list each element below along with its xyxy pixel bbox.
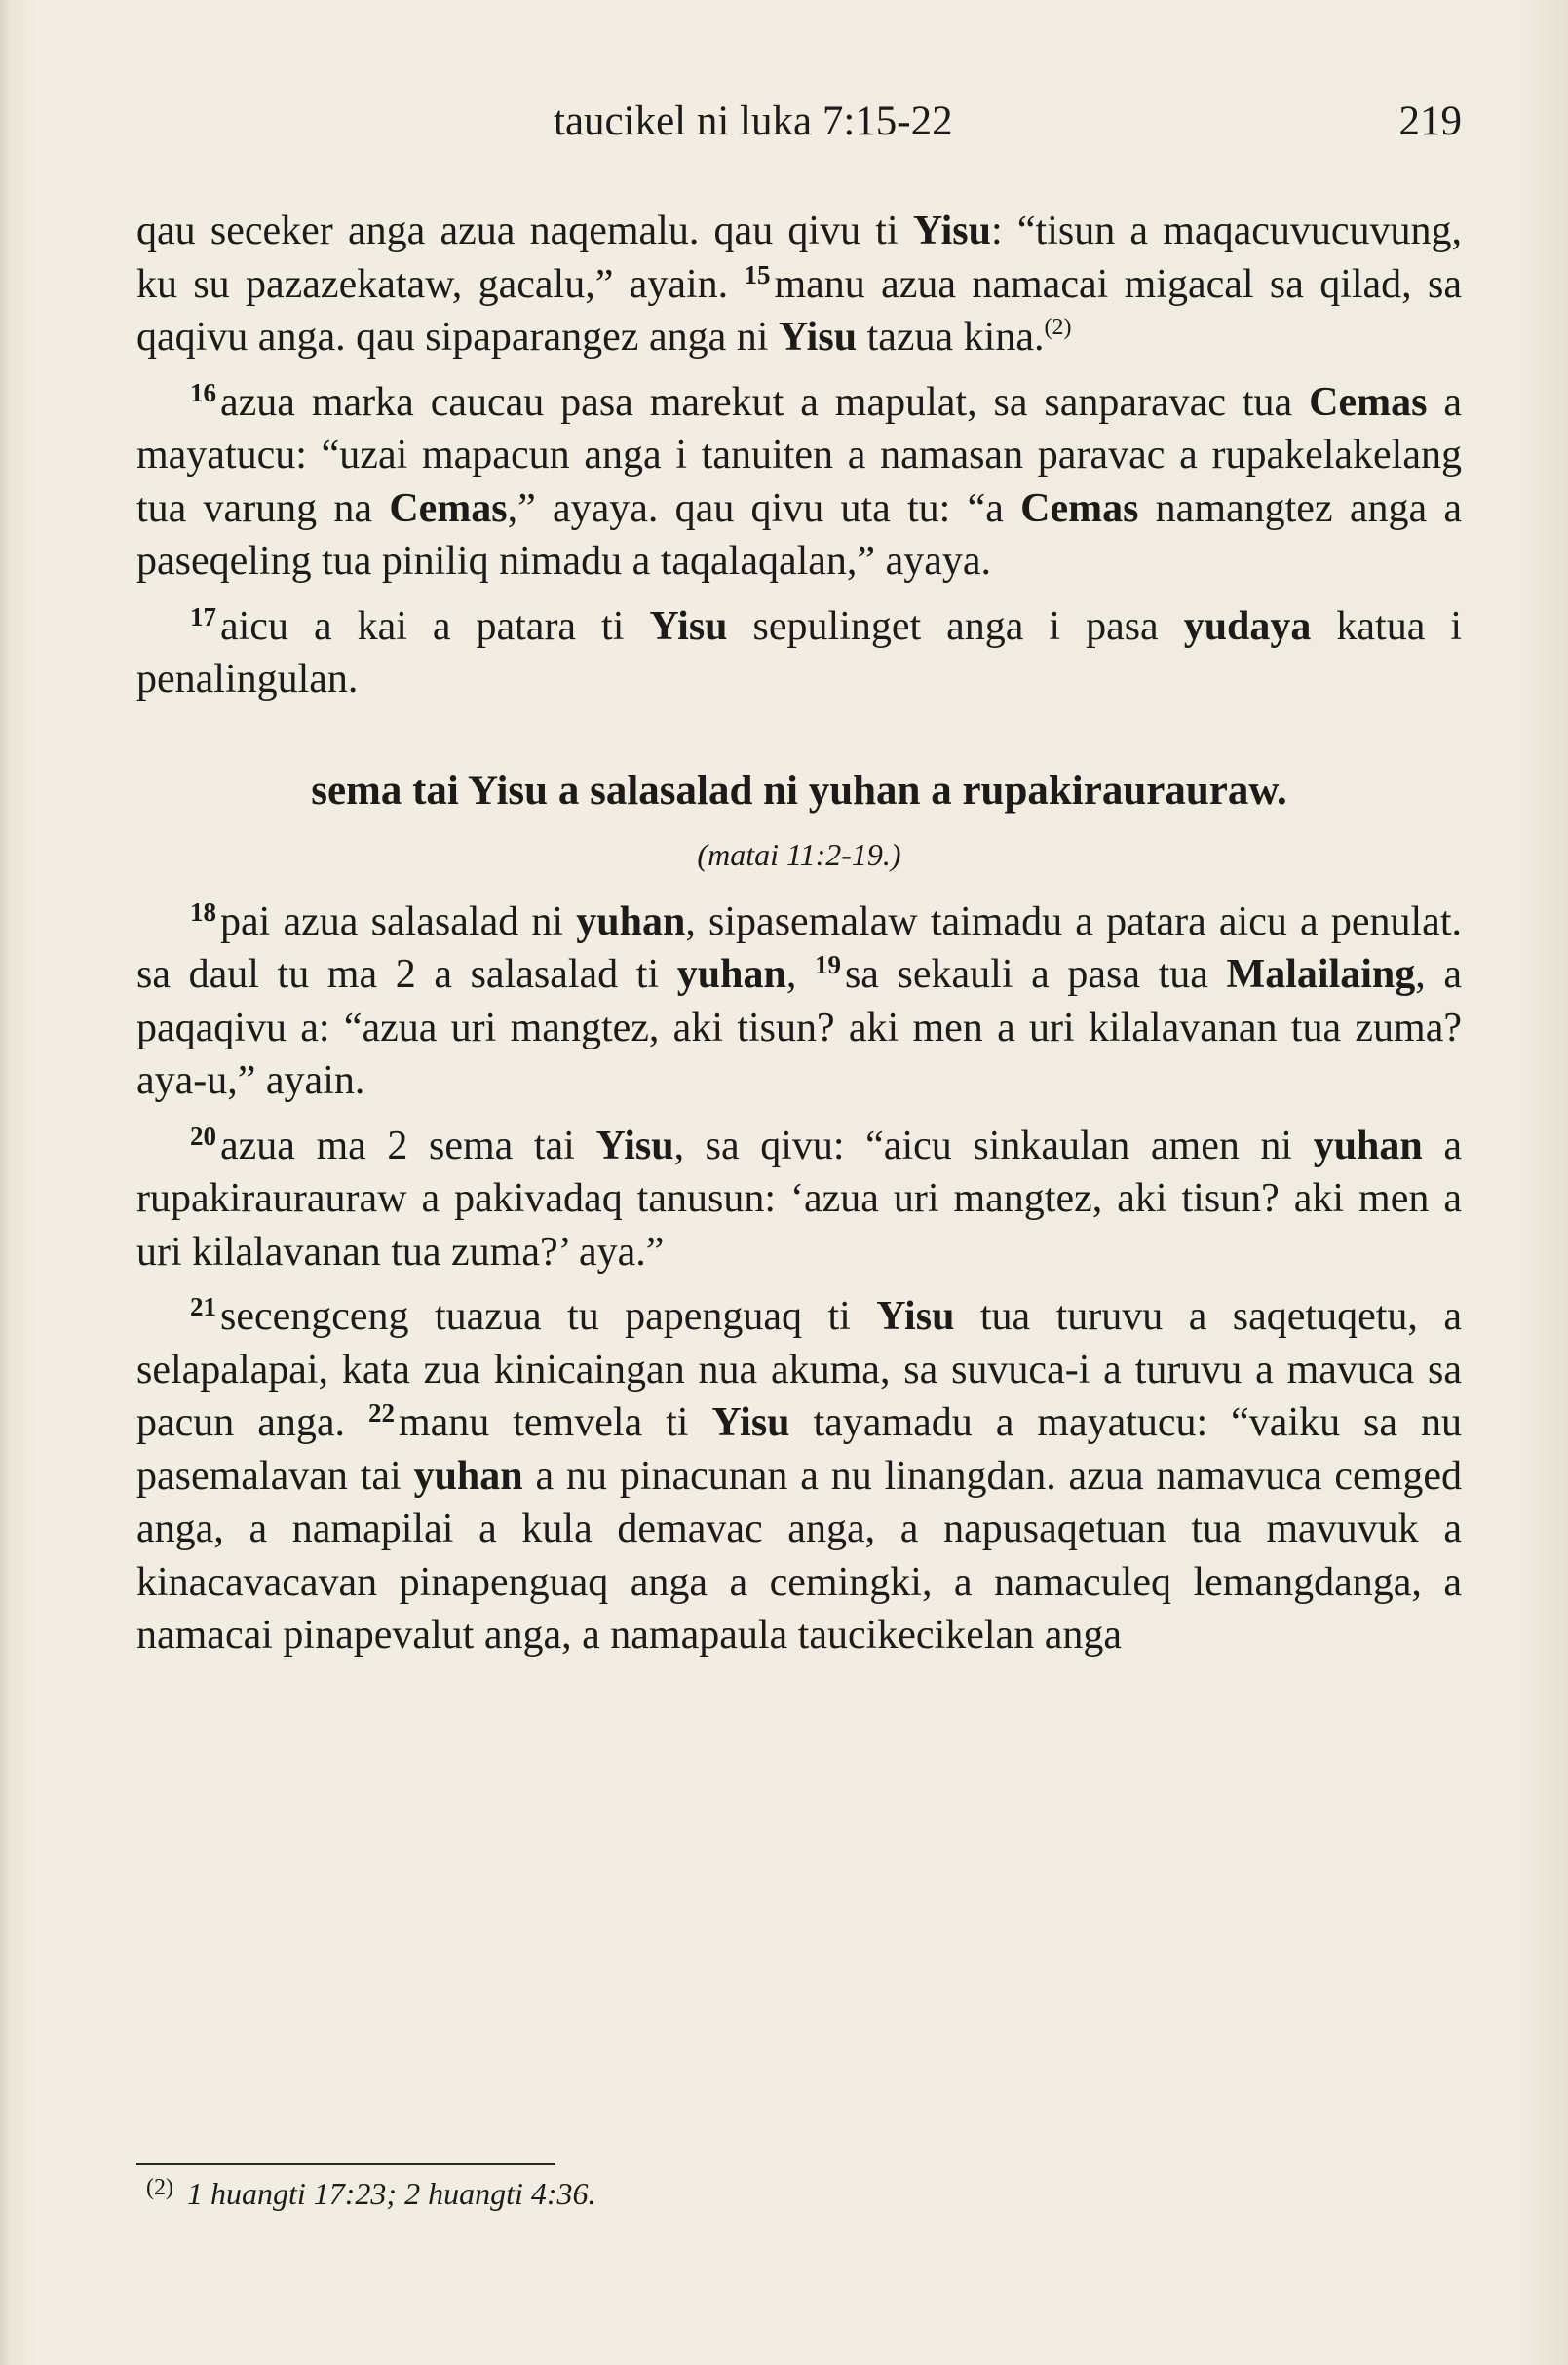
- bold-name: Yisu: [912, 209, 991, 253]
- text-run: manu temvela ti: [398, 1400, 712, 1445]
- verse-number: 20: [190, 1121, 216, 1151]
- text-run: aicu a kai a patara ti: [220, 603, 650, 649]
- paragraph: [136, 1290, 1462, 1662]
- text-run: azua ma 2 sema tai: [220, 1123, 596, 1168]
- text-run: tua turuvu a saqetuqetu, a selapalapai, kata zua kinicaingan nua akuma, sa suvuca-i a turuvu a mavuca sa pacun anga.: [136, 1294, 1462, 1445]
- bold-name: yudaya: [1183, 603, 1312, 649]
- page-header: [136, 97, 1462, 156]
- text-run: a rupakiraurauraw a pakivadaq tanusun: ‘azua uri mangtez, aki tisun? aki men a uri kilalavanan tua zuma?’ aya.”: [136, 1123, 1462, 1275]
- running-title: taucikel ni luka 7:15-22: [554, 98, 953, 144]
- text-run: sepulinget anga i pasa: [727, 603, 1184, 649]
- bold-name: Yisu: [649, 603, 728, 649]
- verse-number: 17: [190, 601, 216, 631]
- section-title: sema tai Yisu a salasalad ni yuhan a rupakiraurauraw.: [311, 767, 1287, 814]
- text-run: , sipasemalaw taimadu a patara aicu a penulat. sa daul tu ma 2 a salasalad ti: [136, 898, 1462, 997]
- cross-reference: (matai 11:2-19.): [697, 836, 901, 872]
- bold-name: yuhan: [413, 1453, 523, 1499]
- text-run: a nu pinacunan a nu linangdan. azua namavuca cemged anga, a namapilai a kula demavac anga, a napusaqetuan tua mavuvuk a kinacavacavan pinapenguaq anga a cemingki, a namaculeq lemangdanga, a namacai pinapevalut anga, a namapaula taucikecikelan anga: [136, 1453, 1462, 1658]
- bold-name: Yisu: [595, 1123, 674, 1168]
- verse-number: 22: [367, 1398, 395, 1428]
- page-number: 219: [1398, 98, 1462, 144]
- paragraph: [136, 376, 1462, 589]
- bold-name: Cemas: [1020, 485, 1139, 531]
- verse-number: 21: [190, 1292, 216, 1321]
- paragraph-group-2: [136, 896, 1462, 1662]
- bold-name: Cemas: [389, 485, 508, 531]
- bold-name: yuhan: [1313, 1123, 1423, 1168]
- text-run: pai azua salasalad ni: [220, 898, 577, 944]
- text-run: , sa qivu: “aicu sinkaulan amen ni: [673, 1123, 1314, 1168]
- bold-name: Cemas: [1309, 379, 1428, 425]
- bold-name: Yisu: [778, 315, 858, 360]
- text-run: , a paqaqivu a: “azua uri mangtez, aki tisun? aki men a uri kilalavanan tua zuma? aya-u,” ayain.: [136, 952, 1462, 1103]
- footnote: [146, 2175, 596, 2212]
- paragraph: [136, 896, 1462, 1108]
- bold-name: Malailaing: [1226, 952, 1416, 997]
- paragraph: [136, 1120, 1462, 1279]
- footnote-marker: (2): [146, 2175, 173, 2200]
- bold-name: Yisu: [876, 1294, 955, 1339]
- body-text: [136, 205, 1462, 1662]
- verse-number: 15: [744, 259, 771, 289]
- text-run: azua marka caucau pasa marekut a mapulat, sa sanparavac tua: [220, 379, 1310, 425]
- verse-number: 19: [814, 950, 841, 979]
- text-run: katua i penalingulan.: [136, 603, 1463, 702]
- footnote-rule: [136, 2163, 555, 2165]
- bold-name: yuhan: [576, 898, 686, 944]
- paragraph: [136, 600, 1462, 706]
- text-run: namangtez anga a paseqeling tua piniliq nimadu a taqalaqalan,” ayaya.: [136, 485, 1462, 584]
- verse-number: 16: [190, 377, 216, 407]
- paragraph-group-1: [136, 205, 1462, 706]
- verse-number: 18: [190, 896, 216, 927]
- paragraph: [136, 205, 1462, 364]
- text-run: secengceng tuazua tu papenguaq ti: [220, 1294, 877, 1339]
- footnote-reference: (2): [1044, 315, 1072, 340]
- footnote-text: 1 huangti 17:23; 2 huangti 4:36.: [186, 2176, 596, 2211]
- text-run: tazua kina.: [857, 315, 1045, 360]
- text-run: tayamadu a mayatucu: “vaiku sa nu pasemalavan tai: [136, 1400, 1462, 1499]
- text-run: manu azua namacai migacal sa qilad, sa qaqivu anga. qau sipaparangez anga ni: [136, 261, 1462, 360]
- text-run: a mayatucu: “uzai mapacun anga i tanuiten a namasan paravac a rupakelakelang tua varung na: [136, 379, 1462, 531]
- text-run: sa sekauli a pasa tua: [844, 952, 1227, 997]
- text-run: ,” ayaya. qau qivu uta tu: “a: [507, 485, 1021, 531]
- text-run: : “tisun a maqacuvucuvung, ku su pazazekataw, gacalu,” ayain.: [136, 209, 1462, 307]
- text-run: qau seceker anga azua naqemalu. qau qivu ti: [136, 209, 913, 253]
- bold-name: yuhan: [676, 952, 786, 997]
- bold-name: Yisu: [711, 1400, 790, 1445]
- text-run: ,: [785, 952, 815, 997]
